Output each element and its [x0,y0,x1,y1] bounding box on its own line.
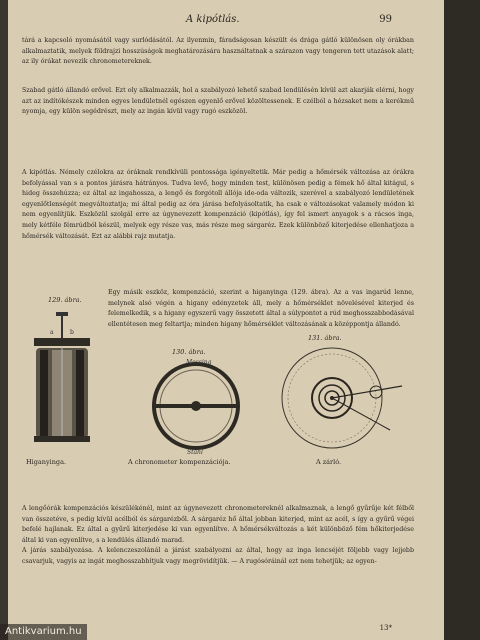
figure-130-caption: 130. ábra. [172,348,206,356]
signature-mark: 13* [379,624,392,632]
balance-bottom-label: Stahl [187,449,203,456]
mercury-pendulum-figure [22,308,102,458]
figure-129-label: Higanyinga. [26,458,67,466]
escapement-figure [272,340,412,458]
paragraph-5: A lengőórák kompenzációs készülékénél, mint az úgynevezett chronometereknél alkalmaznak, a lengő gyűrűje két félből van összetéve, s pedig kívül acélból és sárgarézből. A sárgaréz hő által jobban kiterjed, mint az acél, s így a gyűrű végei befelé hajlanak. Ez által a gyűrű kiterjedése ki van egyenlítve. A hőmérsékváltozás a két különböző fém hőkiterjedése által ki van egyenlítve, s a lendülés állandó marad. A járás szabályozása. A kelenczeszolánál a járást szabályozni az által, hogy az inga lencséjét följebb vagy lejjebb csavarjuk, vagyis az ingát meghosszabbítjuk vagy megrövidítjük. — A rugósóráinál ezt nem tehetjük; az egyen- [22,505,414,565]
figure-131-caption: 131. ábra. [308,334,342,342]
paragraph-4: Egy másik eszköz, kompenzáció, szerint a higanyinga (129. ábra). Az a vas ingarúd lenne, melynek alsó végén a higany edényzetek áll, mely a hőmérséklet növelésével kiterjed és felemelkedik, s a higany egyszerű vagy összetett által a súlypontot a rúd meghosszabbodásával ellentétesen meg feltartja; minden higany hőmérséklet változásának a középpontja állandó. [108,289,414,328]
paragraph-2: Szabad gátló állandó erővel. Ezt oly alkalmazzák, hol a szabályozó lehető szabad lendülésén kívül azt akarják elérni, hogy azt az indítókészek minden egyes lendületnél egészen egyenlő erővel közöltessenek. E czélból a hézsaket nem a kerékmű nyomja, egy külön segédrészt, mely az ingán kívül vagy rugó eszközöl. [22,87,414,116]
watermark: Antikvarium.hu [0,624,87,640]
page-number: 99 [379,14,392,25]
figure-129-caption: 129. ábra. [48,296,82,304]
running-title: A kipótlás. [186,14,240,25]
balance-top-label: Messing [186,359,212,366]
book-page [8,0,444,640]
paragraph-1: tárá a kapcsoló nyomásától vagy surlódásától. Az ilyenmin, fáradságosan készült és drága gátló különösen oly órákban alkalmaztatik, melyek földrajzi hosszúságok meghatározására használtatnak a szárazon vagy tengeren tett utazások alatt; az ily órákat nevezik chronometereknek. [22,37,414,66]
page-header [8,14,444,30]
chronometer-balance-figure [136,356,256,456]
svg-text:a: a [50,329,54,336]
figure-131-label: A zárló. [316,458,342,466]
svg-text:b: b [70,329,74,336]
paragraph-3: A kipótlás. Némely czélokra az óráknak rendkívüli pontossága igényeltetik. Már pedig a hőmérsék változása az órákra befolyással van s a pontos járásra hátrányos. Tudva levő, hogy minden test, különösen pedig a fémek hő által kitágul, s hideg összehúzza; ez által az ingahossza, a lengő és forgótoll állója ide-oda változik, szerével a szabályozó lendületének egyenlőtlenségét megváltoztatja; mi által pedig az óra járása befolyásoltatik, ha csak e változásokat valamely módon ki nem egyenlítjük. Eszközül szolgál erre az úgynevezett kompenzáció (kipótlás), így fel ismert anyagok s a rácsos inga, mely kétféle fémrúdból készül, melyek egy része vas, más része meg sárgaréz. Ezek különböző kiterjedése ellenhatjoza a hőmérsék változását. Ezt az alábbi rajz mutatja. [22,169,414,240]
book-edge [444,0,480,640]
figure-130-label: A chronometer kompenzációja. [128,458,231,466]
